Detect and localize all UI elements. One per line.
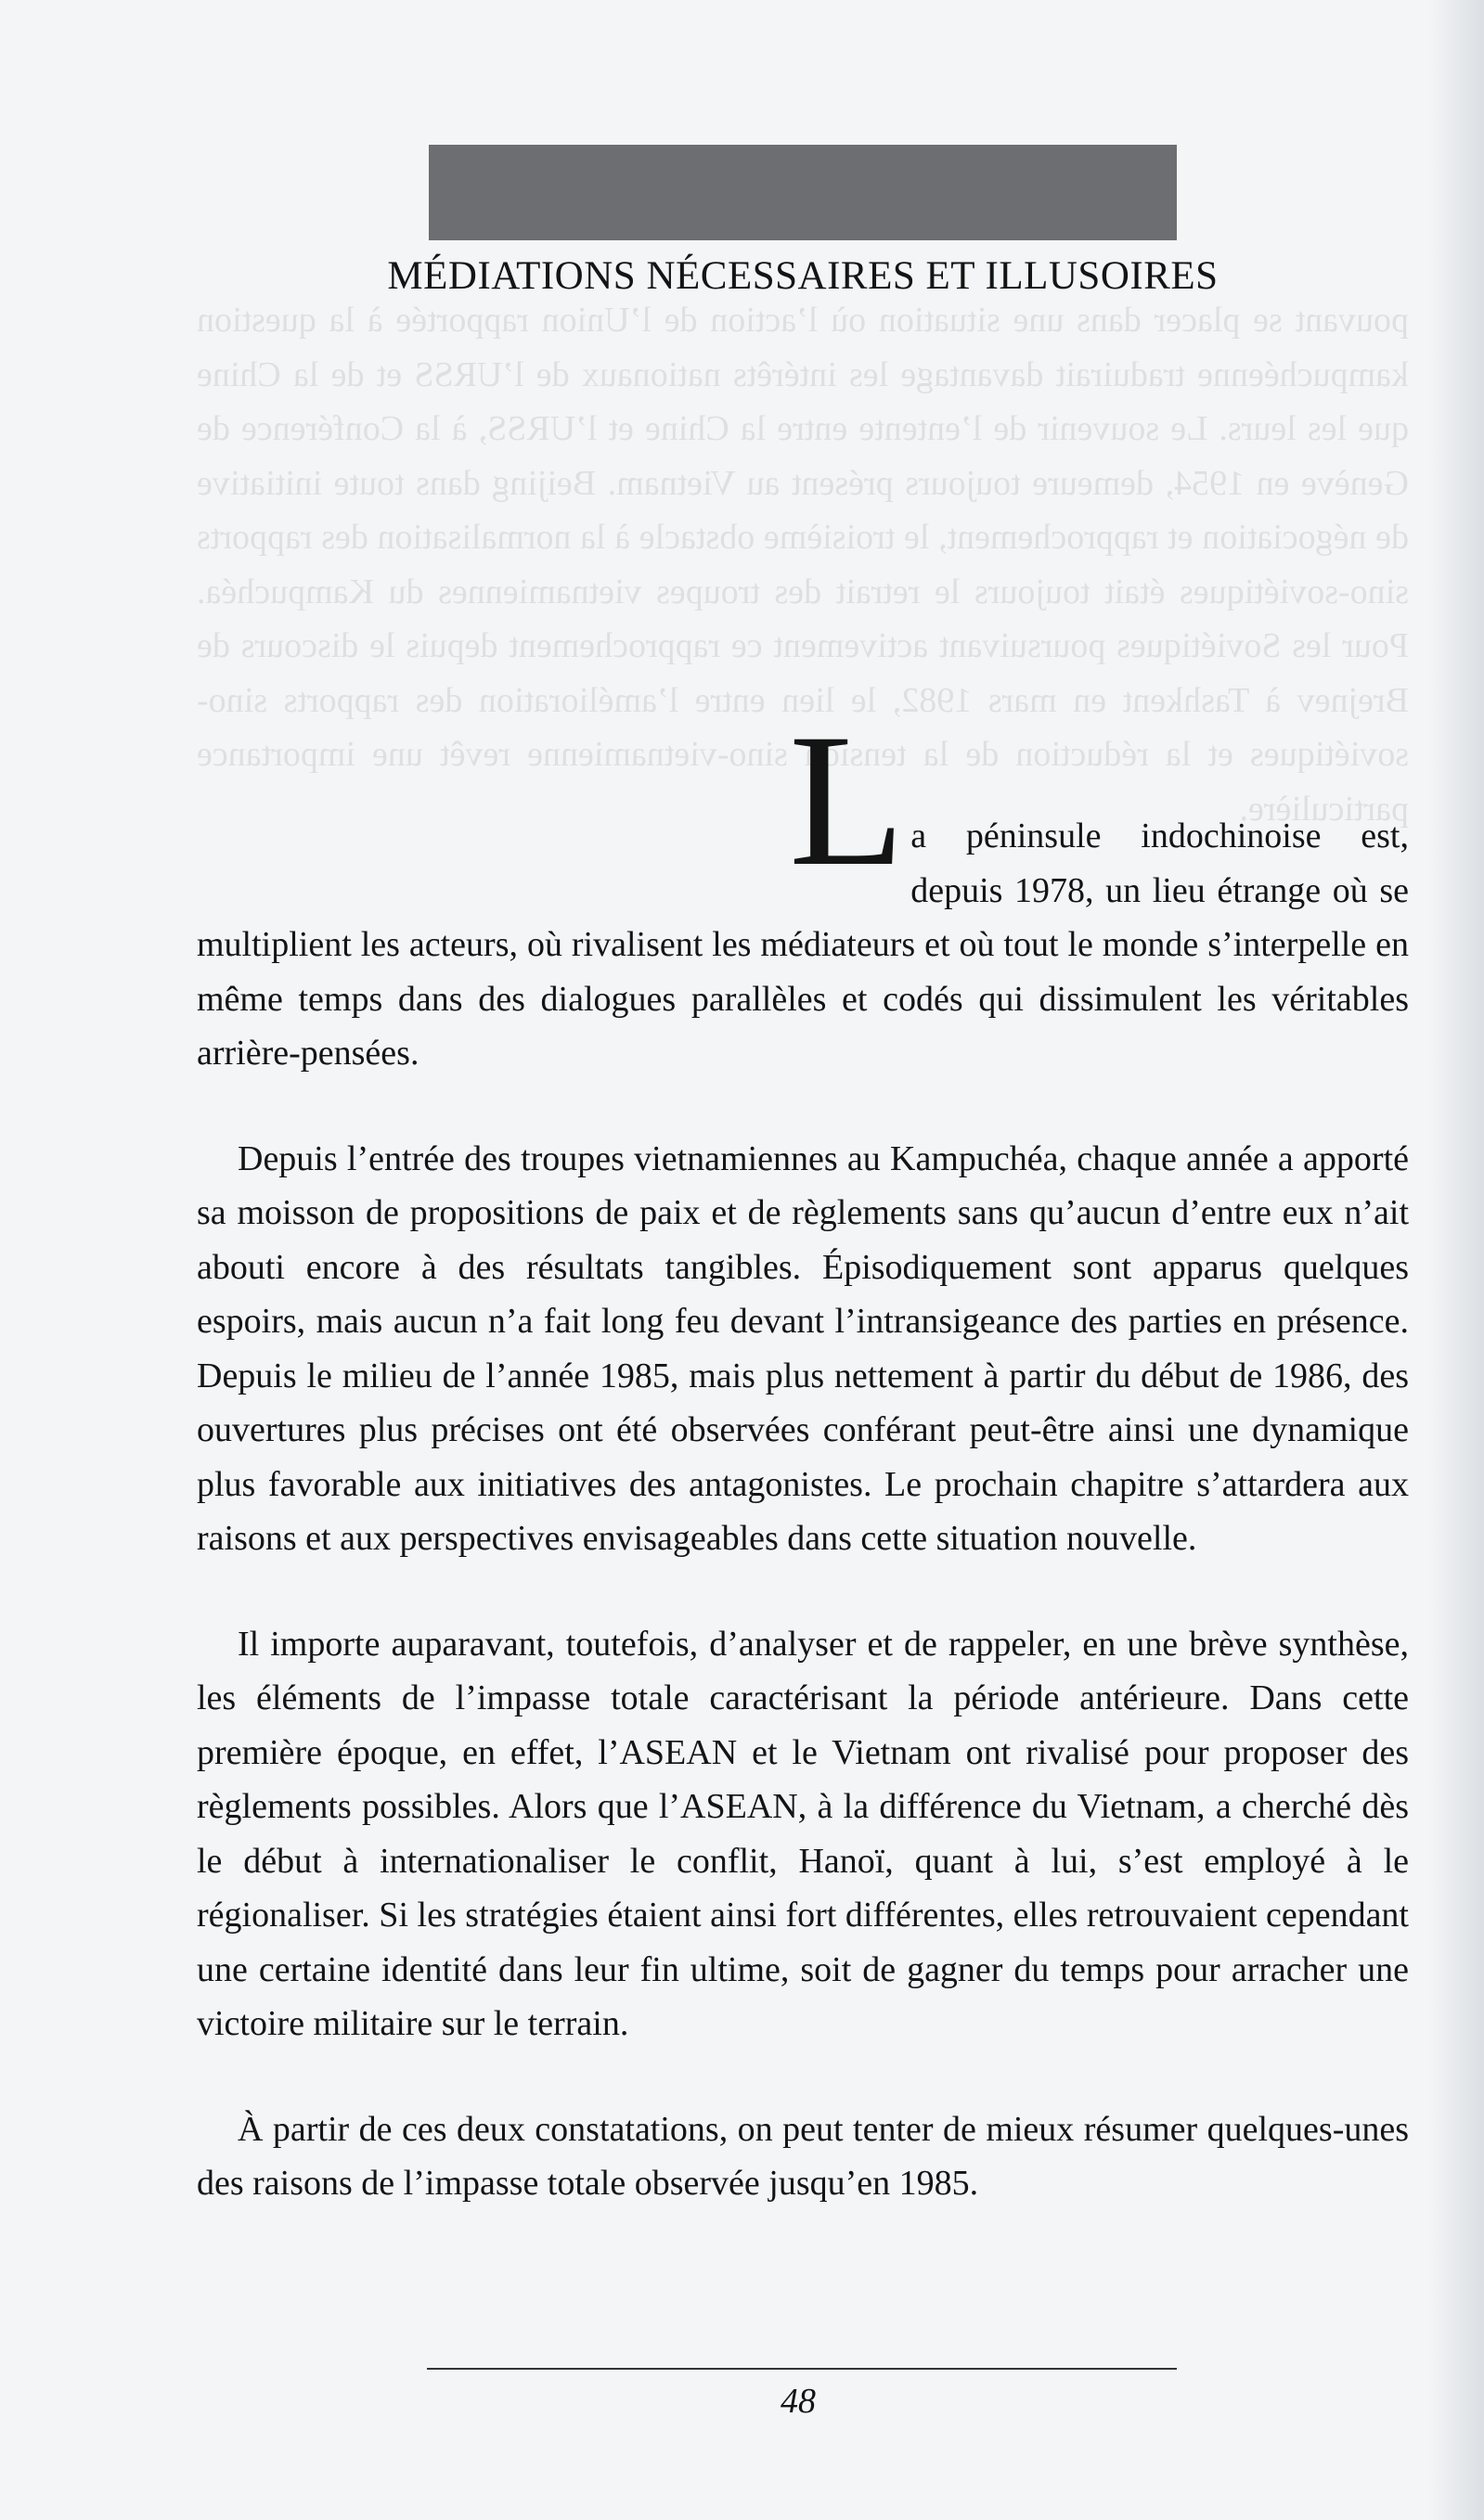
drop-cap: L — [789, 695, 906, 906]
footer-rule — [427, 2368, 1177, 2370]
paragraph-4: À partir de ces deux constatations, on peut tenter de mieux résumer quelques-unes des raisons de l’impasse totale observée jusqu’en 1985. — [197, 2109, 1409, 2203]
paragraph-1-text: a péninsule indochinoise est, depuis 1978, un lieu étrange où se multiplient les acteurs, où rivalisent les médiateurs et où tout le monde s’interpelle en même temps dans des dialogues parallèles et codés qui dissimulent les véritables arrière-pensées. — [197, 816, 1409, 1073]
chapter-header-bar — [429, 145, 1177, 240]
page-number: 48 — [781, 2382, 816, 2421]
body-text — [197, 695, 1409, 2262]
paragraph-2: Depuis l’entrée des troupes vietnamiennes au Kampuchéa, chaque année a apporté sa moisson de propositions de paix et de règlements sans qu’aucun d’entre eux n’ait abouti encore à des résultats tangibles. Épisodiquement sont apparus quelques espoirs, mais aucun n’a fait long feu devant l’intransigeance des parties en présence. Depuis le milieu de l’année 1985, mais plus nettement à partir du début de 1986, des ouvertures plus précises ont été observées conférant peut-être ainsi une dynamique plus favorable aux initiatives des antagonistes. Le prochain chapitre s’attardera aux raisons et aux perspectives envisageables dans cette situation nouvelle. — [197, 1138, 1409, 1558]
paragraph-3: Il importe auparavant, toutefois, d’analyser et de rappeler, en une brève synthèse, les éléments de l’impasse totale caractérisant la période antérieure. Dans cette première époque, en effet, l’ASEAN et le Vietnam ont rivalisé pour proposer des règlements possibles. Alors que l’ASEAN, à la différence du Vietnam, a cherché dès le début à internationaliser le conflit, Hanoï, quant à lui, s’est employé à le régionaliser. Si les stratégies étaient ainsi fort différentes, elles retrouvaient cependant une certaine identité dans leur fin ultime, soit de gagner du temps pour arracher une victoire militaire sur le terrain. — [197, 1624, 1409, 2043]
paragraph-1 — [197, 695, 1409, 1081]
page-edge-shadow — [1428, 0, 1484, 2520]
bleed-through-paragraph: pouvant se placer dans une situation où l’action de l’Union rapportée à la question kampuchéenne traduirait davantage les intérêts nationaux de l’URSS et de la Chine que les leurs. Le souvenir de l’entente entre la Chine et l’URSS, à la Conférence de Genève en 1954, demeure toujours présent au Vietnam. Beijing dans toute initiative de négociation et rapprochement, le troisième obstacle à la normalisation des rapports sino-soviétiques était toujours le retrait des troupes vietnamiennes du Kampuchéa. Pour les Soviétiques poursuivant activement ce rapprochement depuis le discours de Brejnev à Tashkent en mars 1982, le lien entre l’amélioration des rapports sino-soviétiques et la réduction de la tension sino-vietnamienne revêt une importance particulière. — [197, 301, 1409, 829]
chapter-title: MÉDIATIONS NÉCESSAIRES ET ILLUSOIRES — [387, 254, 1219, 298]
